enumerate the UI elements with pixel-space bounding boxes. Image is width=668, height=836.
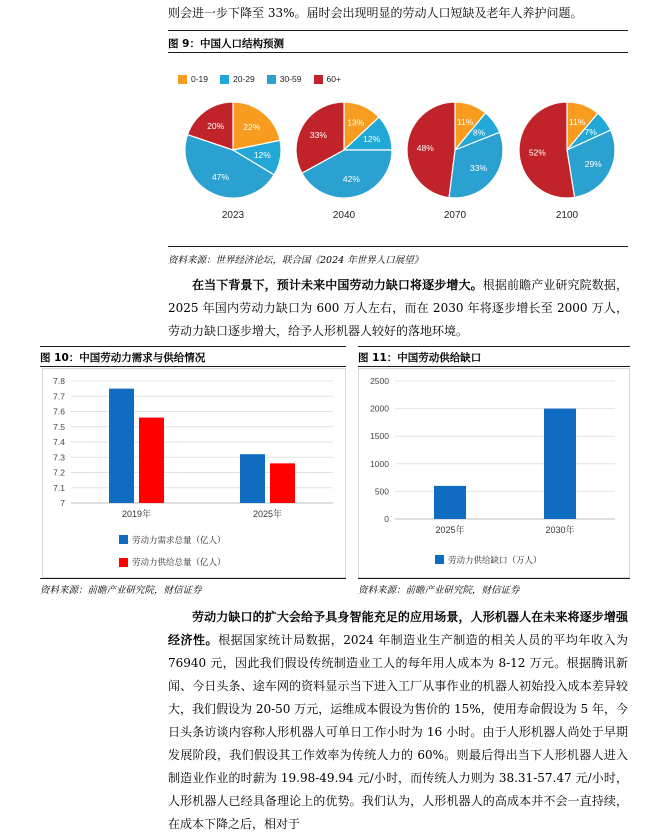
legend-swatch [435, 555, 444, 564]
figure11-chart-frame [358, 368, 630, 578]
figure10-bar-chart [43, 373, 345, 523]
paragraph-3 [168, 606, 628, 836]
pie-2070-label-20-29: 8% [472, 127, 486, 138]
legend-item-gap [435, 554, 542, 566]
legend-item-demand [119, 534, 226, 546]
y-tick-label: 7.2 [53, 467, 65, 478]
figure10-legend [119, 529, 238, 571]
legend-label: 劳动力需求总量（亿人） [132, 534, 226, 545]
y-tick-label: 7.6 [53, 406, 65, 417]
legend-label: 0-19 [191, 74, 209, 84]
figure9-legend [178, 74, 353, 84]
legend-swatch [178, 75, 187, 84]
pie-2023-label-20-29: 12% [253, 150, 271, 161]
pie-year-label-2070: 2070 [443, 210, 467, 221]
pie-2040-label-30-59: 42% [342, 173, 360, 184]
pie-2100-label-60+: 52% [528, 147, 546, 158]
figure10-title-rule [40, 366, 346, 367]
paragraph-3-lead: 劳动力缺口的扩大会给予具身智能充足的应用场景，人形机器人在未来将逐步增强经济性。 [168, 610, 628, 647]
figure10-chart-frame [42, 368, 346, 578]
legend-item-30-59 [267, 74, 302, 84]
bar-2019年-0 [109, 389, 134, 503]
legend-label: 60+ [326, 74, 341, 84]
y-tick-label: 7.4 [53, 437, 65, 447]
legend-swatch [267, 75, 276, 84]
figure10-bottom-rule [40, 578, 346, 579]
legend-label: 30-59 [279, 74, 302, 84]
paragraph-2-text: 根据前瞻产业研究院数据，2025 年国内劳动力缺口为 600 万人左右，而在 2030 年将逐步增长至 2000 万人，劳动力缺口逐步增大，给予人形机器人较好的落地环境。 [168, 278, 628, 338]
y-tick-label: 2500 [370, 376, 389, 386]
y-tick-label: 0 [384, 514, 389, 524]
pie-2100-slice-60+ [519, 102, 575, 198]
legend-item-supply [119, 556, 226, 568]
pie-2100-label-0-19: 11% [568, 117, 586, 128]
y-tick-label: 7 [60, 498, 65, 508]
y-tick-label: 7.5 [53, 421, 65, 432]
pie-2070-label-0-19: 11% [456, 116, 474, 127]
pie-2040-label-60+: 33% [309, 129, 327, 140]
legend-swatch [220, 75, 229, 84]
legend-swatch [119, 558, 128, 567]
y-tick-label: 2000 [370, 403, 389, 414]
pie-year-label-2040: 2040 [332, 210, 356, 221]
bar-2025年-0 [240, 454, 265, 503]
y-tick-label: 7.7 [53, 391, 65, 402]
figure11-legend [435, 549, 554, 568]
y-tick-label: 1500 [370, 431, 389, 442]
figure11-title: 图 11：中国劳动供给缺口 [358, 352, 482, 364]
figure11-top-rule [358, 346, 630, 347]
y-tick-label: 7.1 [53, 482, 65, 493]
legend-swatch [119, 535, 128, 544]
legend-label: 劳动力供给总量（亿人） [132, 557, 226, 567]
figure11-bar-chart [359, 369, 629, 539]
figure9-top-rule [168, 30, 628, 31]
x-tick-label: 2030年 [545, 525, 575, 535]
pie-2070-label-60+: 48% [416, 143, 434, 154]
figure11-bottom-rule [358, 578, 630, 579]
bar-2025年-0 [434, 486, 466, 519]
pie-2100-label-30-59: 29% [584, 159, 602, 170]
figure9-title-rule [168, 52, 628, 53]
pie-2100-label-20-29: 7% [584, 126, 597, 137]
paragraph-2 [168, 274, 628, 343]
bar-2019年-1 [139, 418, 164, 503]
paragraph-3-text: 根据国家统计局数据，2024 年制造业生产制造的相关人员的平均年收入为 76940 元，因此我们假设传统制造业工人的每年用人成本为 8-12 万元。根据腾讯新闻、今日头条、途车网的资料显示当下进入工厂从事作业的机器人初始投入成本差异较大，我们假设为 20-50 万元，运维成本假设为售价的 15%，使用寿命假设为 5 年，今日头条访谈内容称人形机器人可单日工作小时为 16 小时。由于人形机器人尚处于早期发展阶段，我们假设其工作效率为传统人力的 60%。则最后得出当下人形机器人进入制造业作业的时薪为 19.98-49.94 元/小时，而传统人力则为 38.31-57.47 元/小时，人形机器人已经具备理论上的优势。我们认为，人形机器人的高成本并不会一直持续，在成本下降之后，相对于 [168, 633, 628, 831]
figure10-top-rule [40, 346, 346, 347]
figure9-pie-charts [168, 92, 628, 232]
pie-2023-label-60+: 20% [207, 120, 225, 131]
x-tick-label: 2025年 [252, 509, 283, 519]
pie-2023-label-30-59: 47% [211, 171, 229, 182]
paragraph-2-lead: 在当下背景下，预计未来中国劳动力缺口将逐步增大。 [192, 278, 483, 292]
pie-year-label-2023: 2023 [221, 210, 245, 221]
figure11-title-rule [358, 366, 630, 367]
x-tick-label: 2019年 [121, 509, 152, 519]
pie-year-label-2100: 2100 [555, 210, 579, 221]
pie-2040-label-20-29: 12% [363, 134, 381, 145]
y-tick-label: 1000 [370, 458, 389, 469]
figure11-source: 资料来源：前瞻产业研究院，财信证券 [358, 585, 520, 596]
figure9-source: 资料来源：世界经济论坛，联合国《2024 年世界人口展望》 [168, 255, 424, 266]
y-tick-label: 7.3 [53, 452, 65, 463]
bar-2025年-1 [270, 463, 295, 503]
x-tick-label: 2025年 [435, 525, 465, 535]
legend-label: 20-29 [233, 74, 255, 84]
pie-2023-label-0-19: 22% [243, 121, 261, 132]
legend-label: 劳动力供给缺口（万人） [448, 554, 542, 565]
figure9-bottom-rule [168, 246, 628, 247]
pie-2040-label-0-19: 13% [347, 117, 365, 128]
legend-swatch [314, 75, 323, 84]
legend-item-0-19 [178, 74, 208, 84]
legend-item-60plus [314, 74, 341, 84]
bar-2030年-0 [544, 409, 576, 519]
figure9-title: 图 9：中国人口结构预测 [168, 38, 284, 50]
intro-paragraph [168, 2, 628, 25]
figure10-title: 图 10：中国劳动力需求与供给情况 [40, 352, 206, 364]
intro-text: 则会进一步下降至 33%。届时会出现明显的劳动人口短缺及老年人养护问题。 [168, 6, 583, 20]
legend-item-20-29 [220, 74, 255, 84]
figure10-source: 资料来源：前瞻产业研究院，财信证券 [40, 585, 202, 596]
y-tick-label: 500 [374, 486, 389, 497]
y-tick-label: 7.8 [53, 376, 65, 386]
pie-2070-label-30-59: 33% [470, 163, 488, 174]
